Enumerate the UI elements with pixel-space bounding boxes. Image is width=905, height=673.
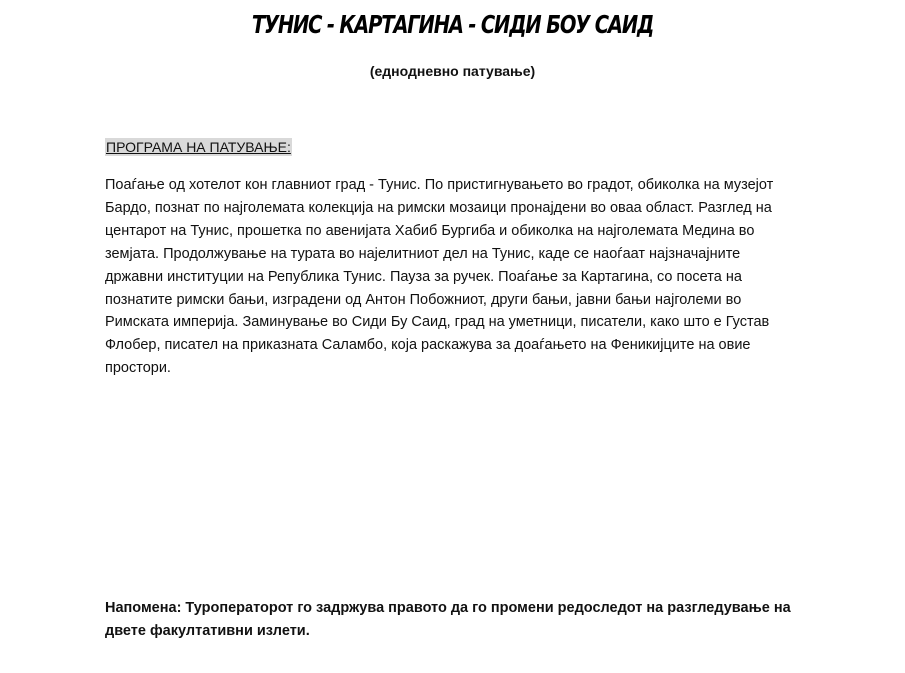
paragraph-line: Бардо, познат по најголемата колекција на римски мозаици пронајдени во оваа област. Разглед на <box>105 199 772 216</box>
paragraph-line: Римската империја. Заминување во Сиди Бу Саид, град на уметници, писатели, како што е Густав <box>105 314 770 331</box>
paragraph-line: Флобер, писател на приказната Саламбо, која раскажува за доаѓањето на Феникијците на овие <box>105 337 751 354</box>
itinerary-paragraph <box>105 174 805 380</box>
note-paragraph <box>105 597 805 643</box>
paragraph-line: земјата. Продолжување на турата во најелитниот дел на Тунис, каде се наоѓаат најзначајните <box>105 245 741 262</box>
note-line: Напомена: Туроператорот го задржува правото да го промени редоследот на разгледување на <box>105 600 791 616</box>
section-heading: ПРОГРАМА НА ПАТУВАЊЕ: <box>106 139 291 155</box>
paragraph-line: простори. <box>105 360 171 377</box>
document-subtitle: (еднодневно патување) <box>369 63 536 79</box>
document-title: ТУНИС - КАРТАГИНА - СИДИ БОУ САИД <box>251 10 654 39</box>
paragraph-line: државни институции на Република Тунис. Пауза за ручек. Поаѓање за Картагина, со посета на <box>105 268 742 285</box>
paragraph-line: центарот на Тунис, прошетка по авенијата Хабиб Бургиба и обиколка на најголемата Медина во <box>105 222 755 239</box>
paragraph-line: познатите римски бањи, изградени од Антон Побожниот, други бањи, јавни бањи најголеми во <box>105 291 742 308</box>
paragraph-line: Поаѓање од хотелот кон главниот град - Тунис. По пристигнувањето во градот, обиколка на музејот <box>105 177 774 193</box>
note-line: двете факултативни излети. <box>105 623 310 639</box>
